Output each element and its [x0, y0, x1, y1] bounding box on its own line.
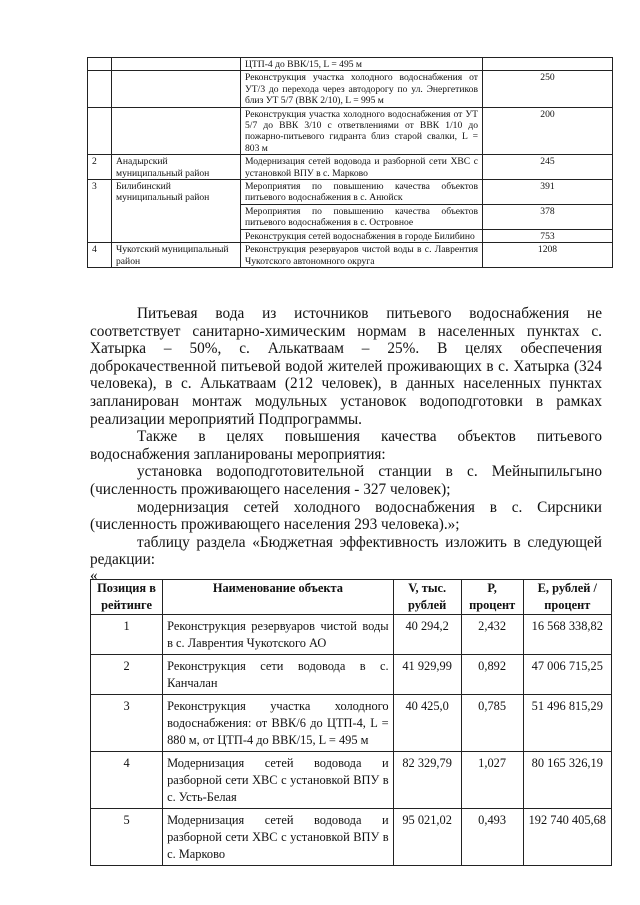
measure-text: Модернизация сетей водовода и разборной сети ХВС с установкой ВПУ в с. Марково: [241, 155, 483, 180]
rating-position: 5: [91, 809, 163, 866]
measure-value: 753: [483, 229, 613, 242]
value-e: 80 165 326,19: [523, 752, 611, 809]
paragraph-water-quality: Питьевая вода из источников питьевого водоснабжения не соответствует санитарно-химическим нормам в населенных пунктах с. Хатырка – 50%, с. Алькатваам – 25%. В целях обеспечения доброкачественной питьевой водой жителей проживающих в с. Хатырка (324 человека), в с. Алькатваам (212 человек), в данных населенных пунктах запланирован монтаж модульных установок водоподготовки в рамках реализации мероприятий Подпрограммы.: [90, 305, 602, 428]
object-name: Модернизация сетей водовода и разборной сети ХВС с установкой ВПУ в с. Усть-Белая: [163, 752, 394, 809]
paragraph-meynypilgyno: установка водоподготовительной станции в с. Мейныпильгыно (численность проживающего населения - 327 человек);: [90, 463, 602, 498]
value-v: 40 294,2: [393, 615, 461, 655]
measure-value: 378: [483, 204, 613, 229]
measure-text: ЦТП-4 до ВВК/15, L = 495 м: [241, 58, 483, 71]
measure-value: [483, 58, 613, 71]
rating-position: 2: [91, 655, 163, 695]
table-row: [88, 107, 613, 155]
measures-table: [87, 57, 613, 268]
table-row: [91, 752, 612, 809]
value-e: 16 568 338,82: [523, 615, 611, 655]
value-v: 95 021,02: [393, 809, 461, 866]
measure-value: 200: [483, 107, 613, 155]
table-row: [91, 695, 612, 752]
header-v: V, тыс. рублей: [393, 580, 461, 615]
table-row: [91, 809, 612, 866]
value-p: 2,432: [461, 615, 523, 655]
region-name: Билибинский муниципальный район: [112, 180, 241, 243]
value-p: 0,785: [461, 695, 523, 752]
row-number: [88, 71, 112, 107]
object-name: Модернизация сетей водовода и разборной сети ХВС с установкой ВПУ в с. Марково: [163, 809, 394, 866]
value-e: 51 496 815,29: [523, 695, 611, 752]
object-name: Реконструкция сети водовода в с. Канчалан: [163, 655, 394, 695]
object-name: Реконструкция участка холодного водоснабжения: от ВВК/6 до ЦТП-4, L = 880 м, от ЦТП-4 до ВВК/15, L = 495 м: [163, 695, 394, 752]
table-row: [88, 71, 613, 107]
table-row: [88, 243, 613, 268]
value-v: 41 929,99: [393, 655, 461, 695]
measure-text: Мероприятия по повышению качества объектов питьевого водоснабжения в с. Островное: [241, 204, 483, 229]
measure-value: 391: [483, 180, 613, 205]
header-position: Позиция в рейтинге: [91, 580, 163, 615]
region-name: Анадырский муниципальный район: [112, 155, 241, 180]
measure-text: Реконструкция участка холодного водоснабжения от УТ/3 до перехода через автодорогу по ул. Энергетиков близ УТ 5/7 (ВВК 2/10), L = 995 м: [241, 71, 483, 107]
rating-position: 4: [91, 752, 163, 809]
header-e: E, рублей / процент: [523, 580, 611, 615]
row-number: 4: [88, 243, 112, 268]
value-p: 1,027: [461, 752, 523, 809]
measure-value: 250: [483, 71, 613, 107]
region-name: [112, 71, 241, 107]
measure-text: Реконструкция сетей водоснабжения в городе Билибино: [241, 229, 483, 242]
row-number: 2: [88, 155, 112, 180]
row-number: 3: [88, 180, 112, 243]
header-name: Наименование объекта: [163, 580, 394, 615]
region-name: Чукотский муниципальный район: [112, 243, 241, 268]
value-e: 47 006 715,25: [523, 655, 611, 695]
table-row: [91, 655, 612, 695]
region-name: [112, 58, 241, 71]
value-v: 40 425,0: [393, 695, 461, 752]
header-p: P, процент: [461, 580, 523, 615]
measure-value: 1208: [483, 243, 613, 268]
object-name: Реконструкция резервуаров чистой воды в с. Лаврентия Чукотского АО: [163, 615, 394, 655]
budget-efficiency-table: [90, 579, 612, 866]
table-row: [88, 155, 613, 180]
measure-value: 245: [483, 155, 613, 180]
measure-text: Мероприятия по повышению качества объектов питьевого водоснабжения в с. Анюйск: [241, 180, 483, 205]
table-row: [88, 180, 613, 205]
row-number: [88, 58, 112, 71]
table-row: [88, 58, 613, 71]
body-text: [90, 305, 602, 582]
rating-position: 1: [91, 615, 163, 655]
value-p: 0,493: [461, 809, 523, 866]
region-name: [112, 107, 241, 155]
paragraph-planned-measures: Также в целях повышения качества объектов питьевого водоснабжения запланированы мероприятия:: [90, 428, 602, 463]
value-v: 82 329,79: [393, 752, 461, 809]
row-number: [88, 107, 112, 155]
paragraph-sirsniki: модернизация сетей холодного водоснабжения в с. Сирсники (численность проживающего населения 293 человека).»;: [90, 498, 602, 534]
measure-text: Реконструкция резервуаров чистой воды в с. Лаврентия Чукотского автономного округа: [241, 243, 483, 268]
measure-text: Реконструкция участка холодного водоснабжения от УТ 5/7 до ВВК 3/10 с ответвлениями от ВВК 1/10 до пожарно-питьевого гидранта близ старой свалки, L = 803 м: [241, 107, 483, 155]
value-e: 192 740 405,68: [523, 809, 611, 866]
paragraph-table-intro: таблицу раздела «Бюджетная эффективность изложить в следующей редакции:: [90, 533, 602, 569]
value-p: 0,892: [461, 655, 523, 695]
table-row: [91, 615, 612, 655]
table-header-row: [91, 580, 612, 615]
rating-position: 3: [91, 695, 163, 752]
opening-quote: «: [90, 566, 98, 584]
